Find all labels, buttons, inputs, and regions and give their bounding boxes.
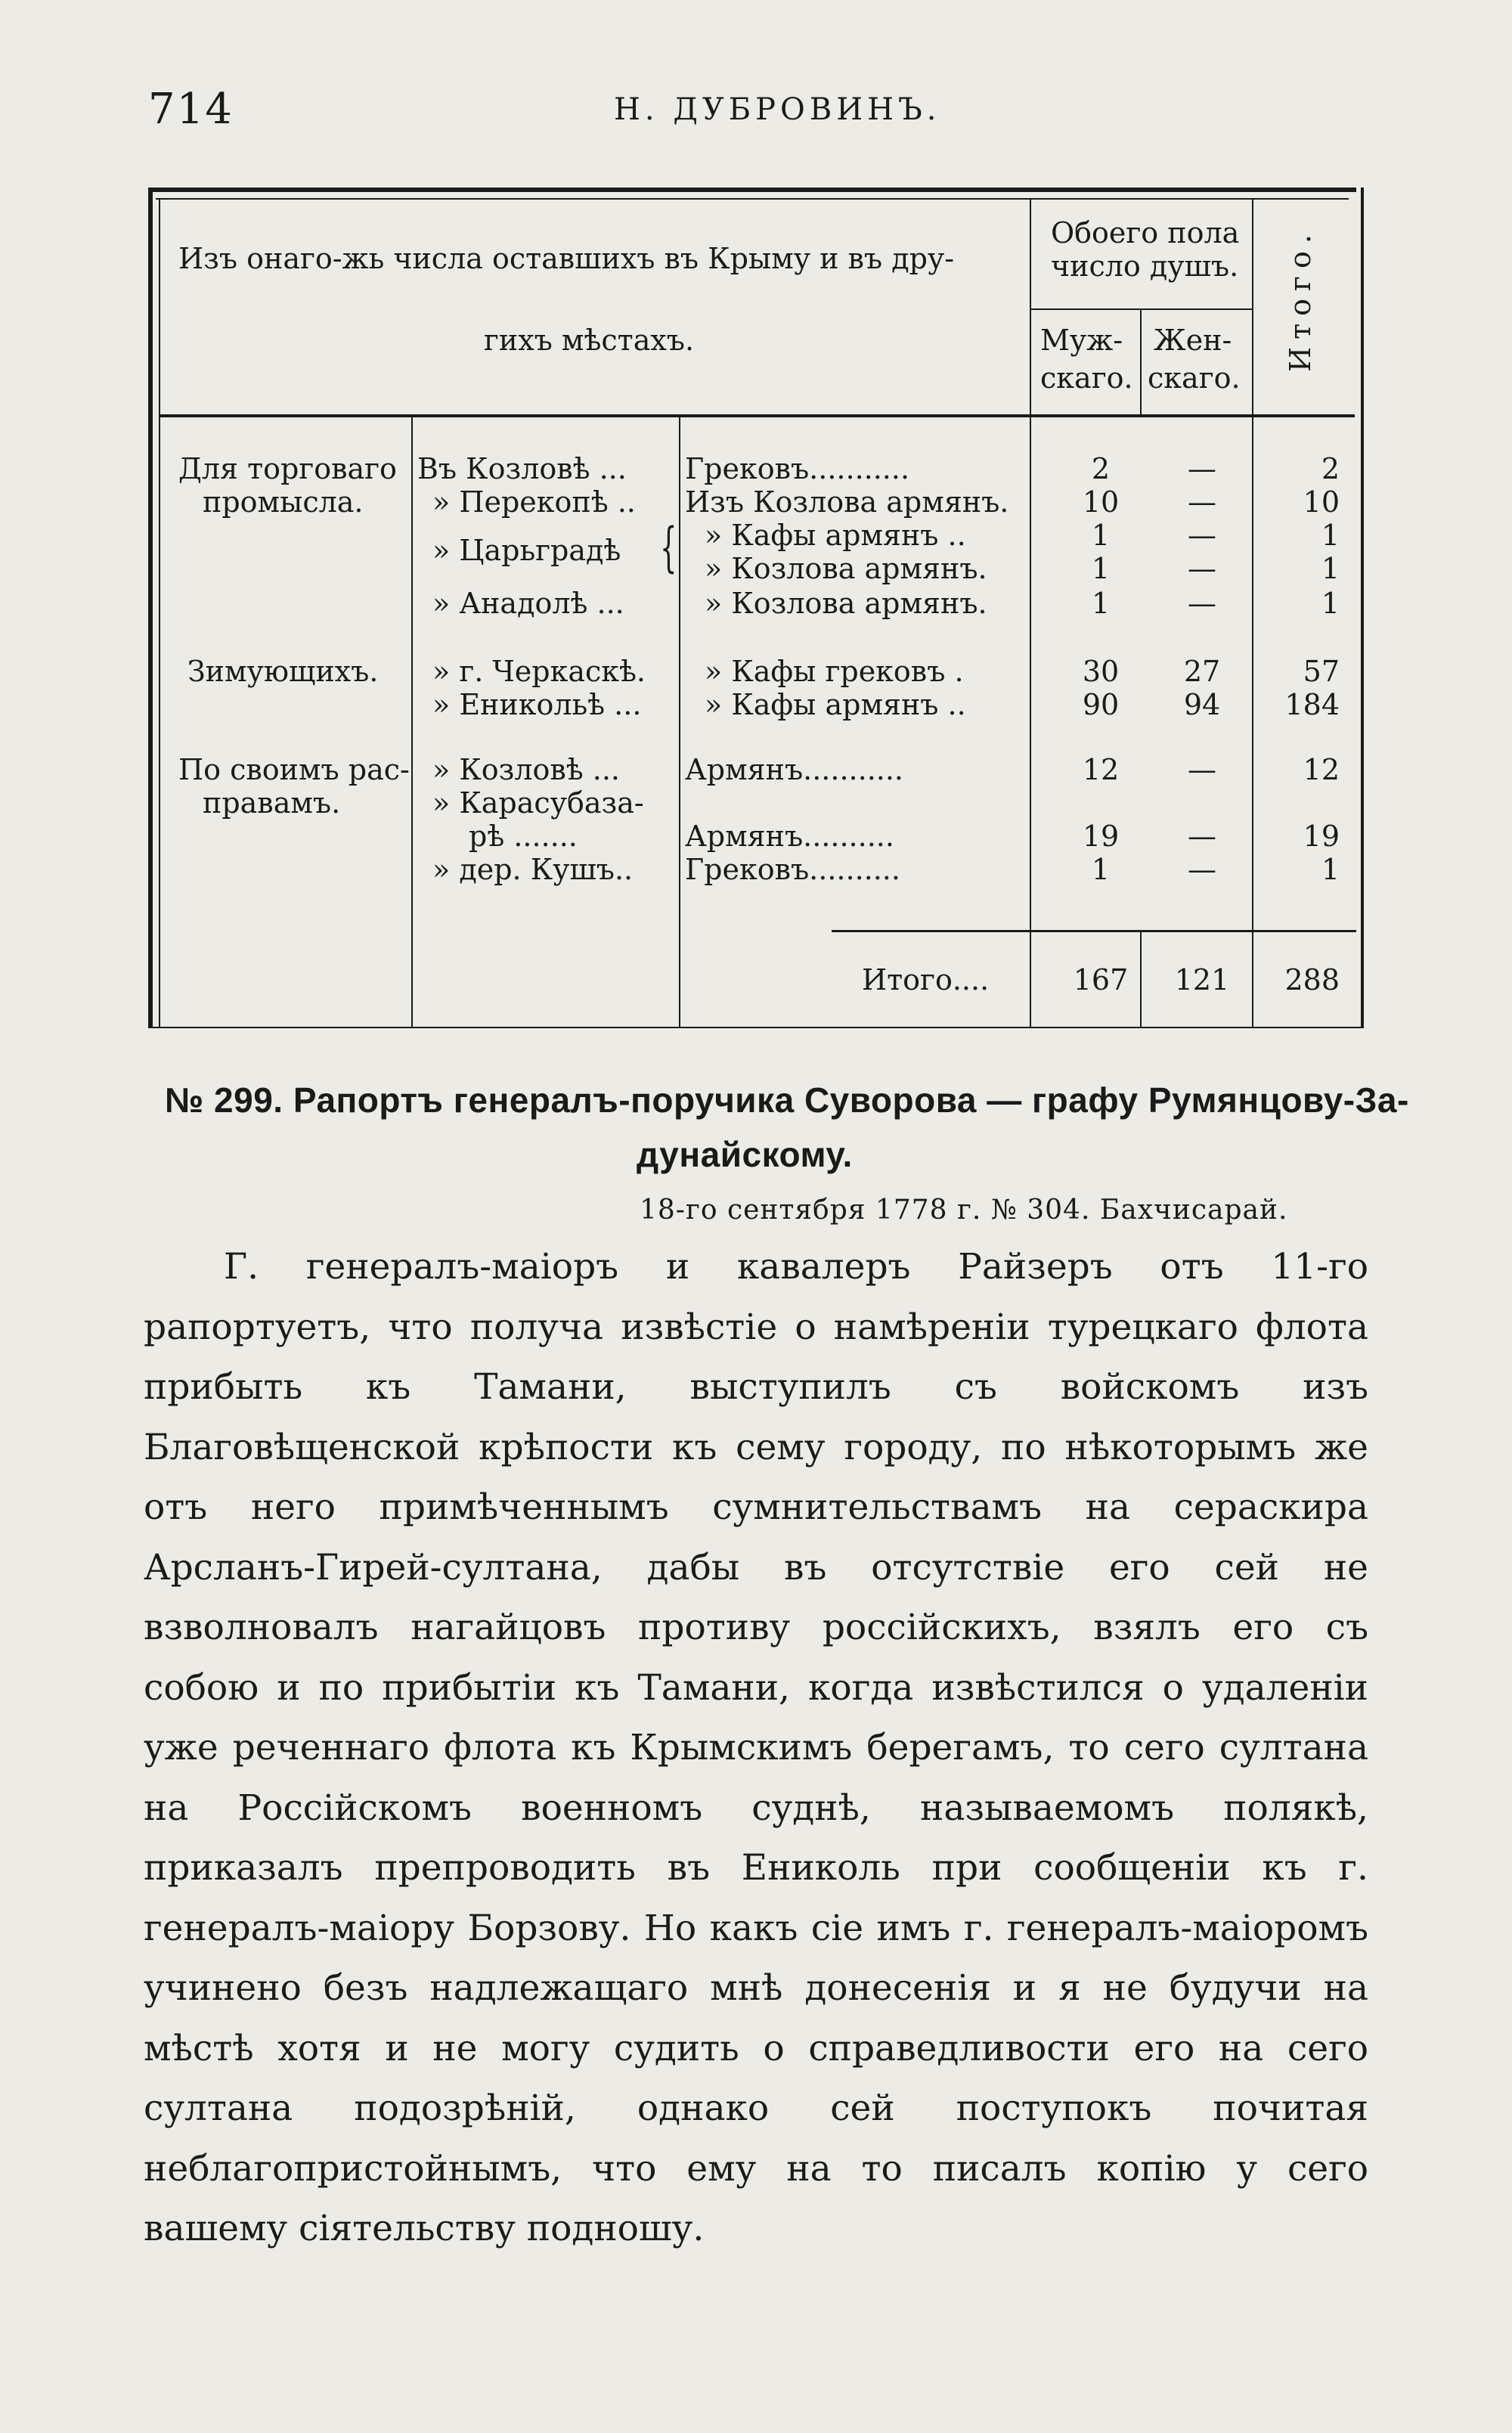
header-bottom-rule (160, 414, 1355, 417)
place-col-rule (411, 417, 413, 1028)
female-count: — (1188, 452, 1216, 485)
page-number: 714 (148, 85, 234, 134)
row-total: 10 (1303, 485, 1340, 519)
who-col-rule (679, 417, 680, 1028)
male-col-rule (1030, 198, 1031, 1028)
male-count: 19 (1082, 820, 1120, 853)
body-paragraph: Г. генералъ-маіоръ и кавалеръ Райзеръ отъ 11-го рапортуетъ, что получа извѣстіе о намѣреніи турецкаго флота прибыть къ Тамани, выступилъ съ войскомъ изъ Благовѣщенской крѣпости къ сему городу, по нѣкоторымъ же отъ него примѣченнымъ сумнительствамъ на сераскира Арсланъ-Гирей-султана, дабы въ отсутствіе его сей не взволновалъ нагайцовъ противу россійскихъ, взялъ его съ собою и по прибытіи къ Тамани, когда извѣстился о удаленіи уже реченнаго флота къ Крымскимъ берегамъ, то сего султана на Россійскомъ военномъ суднѣ, называемомъ полякѣ, приказалъ препроводить въ Еникoль при сообщеніи къ г. генералъ-маіору Борзову. Но какъ сіе имъ г. генералъ-маіоромъ учинено безъ надлежащаго мнѣ донесенія и я не будучи на мѣстѣ хотя и не могу судить о справедливости его на сего султана подозрѣній, однако сей поступокъ почитая неблагопристойнымъ, что ему на то писалъ копію у сего вашему сіятельству подношу. (144, 1246, 1368, 2249)
totals-rule (832, 930, 1356, 932)
female-count: 94 (1183, 688, 1221, 721)
place-cell: » Перекопѣ .. (432, 485, 636, 519)
row-total: 184 (1284, 688, 1340, 721)
row-total: 1 (1321, 587, 1340, 620)
totals-male: 167 (1073, 963, 1129, 996)
female-count: — (1188, 587, 1216, 620)
header-group-line1: Обоего пола (1051, 216, 1240, 249)
row-total: 19 (1303, 820, 1340, 853)
group-label-own: По своимъ рас- (178, 753, 410, 786)
female-count: — (1188, 753, 1216, 786)
male-count: 90 (1082, 688, 1120, 721)
row-total: 1 (1321, 552, 1340, 585)
place-cell: » Царьградѣ (432, 534, 621, 567)
group-label-own-2: правамъ. (203, 786, 341, 820)
who-cell: » Кафы грековъ . (705, 655, 964, 688)
male-count: 12 (1082, 753, 1120, 786)
brace-icon: { (660, 516, 677, 578)
place-cell: Въ Козловѣ ... (417, 452, 627, 485)
table-right-rule (1361, 188, 1364, 1028)
who-cell: » Козлова армянъ. (705, 552, 987, 585)
place-cell: » Анадолѣ ... (432, 587, 624, 620)
table-left-rule-inner (159, 198, 160, 1028)
female-count: — (1188, 519, 1216, 552)
header-group-line2: число душъ. (1051, 249, 1239, 283)
table-top-rule-inner (156, 198, 1349, 200)
male-count: 1 (1091, 552, 1111, 585)
row-total: 57 (1303, 655, 1340, 688)
table-bottom-rule (148, 1027, 1364, 1028)
header-male-line1: Муж- (1040, 324, 1123, 357)
row-total: 1 (1321, 853, 1340, 886)
group-label-winter: Зимующихъ. (187, 655, 379, 688)
male-count: 1 (1091, 587, 1111, 620)
header-male-line2: скаго. (1040, 361, 1133, 395)
female-count: — (1188, 485, 1216, 519)
place-cell: » г. Черкаскѣ. (432, 655, 646, 688)
female-count: — (1188, 853, 1216, 886)
who-cell: Изъ Козлова армянъ. (685, 485, 1009, 519)
female-count: 27 (1183, 655, 1221, 688)
row-total: 1 (1321, 519, 1340, 552)
header-female-line1: Жен- (1154, 324, 1232, 357)
header-left-line1: Изъ онаго-жь числа оставшихъ въ Крыму и въ дру- (178, 242, 955, 275)
group-label-trade-2: промысла. (203, 485, 364, 519)
male-count: 1 (1091, 853, 1111, 886)
totals-female: 121 (1174, 963, 1230, 996)
header-female-line2: скаго. (1148, 361, 1241, 395)
who-cell: Грековъ........... (685, 452, 910, 485)
group-header-rule (1031, 308, 1252, 310)
dateline: 18-го сентября 1778 г. № 304. Бахчисарай. (640, 1195, 1288, 1226)
who-cell: Армянъ........... (685, 753, 904, 786)
place-cell: » Козловѣ ... (432, 753, 620, 786)
male-count: 1 (1091, 519, 1111, 552)
place-cell: » Карасубаза- (432, 786, 644, 820)
document-title: № 299. Рапортъ генералъ-поручика Суворова — графу Румянцову-За- (165, 1080, 1409, 1120)
who-cell: Грековъ.......... (685, 853, 900, 886)
totals-label: Итого.... (862, 963, 990, 996)
female-count: — (1188, 552, 1216, 585)
place-cell: » дер. Кушъ.. (432, 853, 634, 886)
who-cell: » Кафы армянъ .. (705, 519, 966, 552)
male-count: 2 (1091, 452, 1111, 485)
running-head: Н. ДУБРОВИНЪ. (614, 92, 941, 127)
male-count: 10 (1082, 485, 1120, 519)
place-cell: » Еникольѣ ... (432, 688, 642, 721)
totals-grand: 288 (1284, 963, 1340, 996)
who-cell: » Козлова армянъ. (705, 587, 987, 620)
group-label-trade: Для торговаго (178, 452, 397, 485)
who-cell: Армянъ.......... (685, 820, 894, 853)
header-mid-rule (1140, 310, 1142, 416)
place-cell: рѣ ....... (469, 820, 578, 853)
who-cell: » Кафы армянъ .. (705, 688, 966, 721)
row-total: 12 (1303, 753, 1340, 786)
header-left-line2: гихъ мѣстахъ. (484, 324, 695, 357)
table-top-rule (148, 188, 1356, 192)
row-total: 2 (1321, 452, 1340, 485)
document-title-cont: дунайскому. (637, 1135, 853, 1174)
female-count: — (1188, 820, 1216, 853)
header-total: Итого. (1284, 227, 1317, 372)
total-col-rule (1252, 198, 1253, 1028)
male-count: 30 (1082, 655, 1120, 688)
table-left-rule (148, 188, 153, 1028)
